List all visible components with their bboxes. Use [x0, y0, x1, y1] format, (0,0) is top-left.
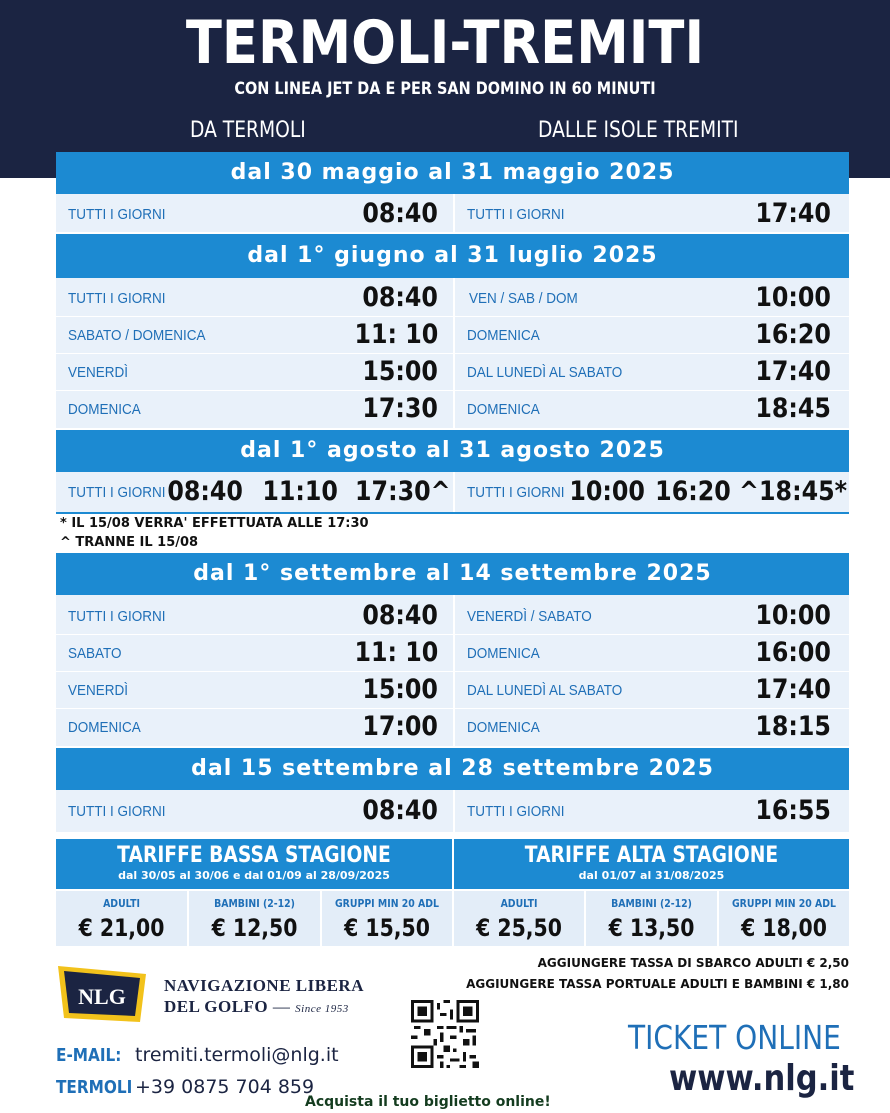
departure-time: 17:30	[362, 393, 438, 424]
schedule-row	[56, 392, 849, 428]
day-label: TUTTI I GIORNI	[68, 608, 166, 625]
nlg-flag-logo	[56, 962, 150, 1026]
day-label: VENERDÌ / SABATO	[467, 608, 592, 625]
departure-time: 16:55	[755, 795, 831, 826]
day-label: DOMENICA	[467, 327, 540, 344]
page-subtitle: CON LINEA JET DA E PER SAN DOMINO IN 60 MINUTI	[234, 79, 656, 99]
qr-code[interactable]	[411, 1000, 479, 1068]
schedule-row	[56, 710, 849, 746]
website-link[interactable]: www.nlg.it	[669, 1058, 855, 1099]
departure-time: 18:15	[755, 711, 831, 742]
day-label: DAL LUNEDÌ AL SABATO	[467, 682, 623, 699]
day-label: TUTTI I GIORNI	[68, 206, 166, 223]
schedule-row	[56, 318, 849, 354]
day-label: SABATO	[68, 645, 122, 662]
departure-time: 11: 10	[354, 319, 438, 350]
day-label: SABATO / DOMENICA	[68, 327, 206, 344]
price-cell	[454, 891, 584, 946]
price-value: € 12,50	[211, 914, 298, 942]
price-value: € 21,00	[78, 914, 165, 942]
tariff-low-dates: dal 30/05 al 30/06 e dal 01/09 al 28/09/2025	[118, 869, 390, 882]
departure-time: 10:00	[755, 600, 831, 631]
price-value: € 13,50	[608, 914, 695, 942]
schedule-row	[56, 474, 849, 510]
footnote: * IL 15/08 VERRA' EFFETTUATA ALLE 17:30	[60, 516, 369, 531]
schedule-row	[56, 793, 849, 829]
landing-tax-note: AGGIUNGERE TASSA DI SBARCO ADULTI € 2,50	[537, 956, 849, 970]
period-title: dal 15 settembre al 28 settembre 2025	[56, 748, 849, 790]
departure-time: 16:20	[755, 319, 831, 350]
brand-name-line1: NAVIGAZIONE LIBERA	[164, 976, 364, 995]
buy-online-cta: Acquista il tuo biglietto online!	[305, 1094, 551, 1110]
departure-time: 16:00	[755, 637, 831, 668]
email-link[interactable]: tremiti.termoli@nlg.it	[135, 1044, 339, 1066]
departure-time: 17:40	[755, 356, 831, 387]
day-label: DOMENICA	[467, 719, 540, 736]
period-title: dal 1° giugno al 31 luglio 2025	[56, 234, 849, 278]
column-heading-left: DA TERMOLI	[190, 118, 306, 143]
ticket-online-label: TICKET ONLINE	[628, 1018, 841, 1057]
departure-time: 08:40	[362, 198, 438, 229]
price-cell	[322, 891, 452, 946]
departure-time: 10:00	[569, 476, 645, 507]
day-label: VENERDÌ	[68, 364, 129, 381]
price-label: GRUPPI MIN 20 ADL	[335, 897, 439, 910]
price-value: € 18,00	[741, 914, 827, 942]
price-cell	[719, 891, 849, 946]
departure-time: 15:00	[362, 674, 438, 705]
period-title: dal 30 maggio al 31 maggio 2025	[56, 152, 849, 194]
schedule-row	[56, 355, 849, 391]
schedule-row	[56, 636, 849, 672]
day-label: DOMENICA	[68, 719, 141, 736]
departure-time: 11:10	[262, 476, 338, 507]
brand-name-line2: DEL GOLFO — Since 1953	[164, 997, 349, 1016]
day-label: TUTTI I GIORNI	[467, 206, 565, 223]
price-cell	[56, 891, 187, 946]
departure-time: 16:20 ^	[655, 476, 759, 507]
departure-time: 08:40	[167, 476, 243, 507]
departure-time: 17:40	[755, 674, 831, 705]
day-label: VEN / SAB / DOM	[469, 290, 578, 307]
departure-time: 10:00	[755, 282, 831, 313]
departure-time: 17:30^	[355, 476, 451, 507]
schedule-row	[56, 281, 849, 317]
row-divider	[56, 512, 849, 514]
price-label: ADULTI	[103, 897, 140, 910]
logo-text: NLG	[78, 984, 126, 1009]
departure-time: 18:45*	[758, 476, 847, 507]
footnote: ^ TRANNE IL 15/08	[60, 535, 199, 550]
email-label: E-MAIL:	[56, 1045, 122, 1066]
schedule-row	[56, 599, 849, 635]
price-cell	[586, 891, 717, 946]
tariff-high-header	[454, 839, 849, 889]
phone-label: TERMOLI	[56, 1077, 133, 1098]
price-label: BAMBINI (2-12)	[611, 897, 692, 910]
tariff-low-header	[56, 839, 452, 889]
since-label: Since 1953	[295, 1003, 349, 1015]
departure-time: 18:45	[755, 393, 831, 424]
page-title: TERMOLI-TREMITI	[185, 8, 705, 78]
departure-time: 15:00	[362, 356, 438, 387]
price-value: € 25,50	[476, 914, 562, 942]
tariff-high-dates: dal 01/07 al 31/08/2025	[578, 869, 725, 882]
column-divider	[453, 194, 455, 232]
period-title: dal 1° agosto al 31 agosto 2025	[56, 430, 849, 472]
departure-time: 11: 10	[354, 637, 438, 668]
tariff-low-title: TARIFFE BASSA STAGIONE	[117, 843, 391, 868]
day-label: VENERDÌ	[68, 682, 129, 699]
schedule-row	[56, 673, 849, 709]
price-cell	[189, 891, 320, 946]
price-value: € 15,50	[344, 914, 430, 942]
price-label: BAMBINI (2-12)	[214, 897, 295, 910]
departure-time: 17:40	[755, 198, 831, 229]
price-label: ADULTI	[500, 897, 538, 910]
departure-time: 17:00	[362, 711, 438, 742]
port-tax-note: AGGIUNGERE TASSA PORTUALE ADULTI E BAMBINI € 1,80	[466, 977, 849, 991]
departure-time: 08:40	[362, 795, 438, 826]
day-label: DOMENICA	[467, 645, 540, 662]
day-label: TUTTI I GIORNI	[467, 803, 565, 820]
day-label: DOMENICA	[467, 401, 540, 418]
day-label: DOMENICA	[68, 401, 141, 418]
price-label: GRUPPI MIN 20 ADL	[732, 897, 836, 910]
phone-number[interactable]: +39 0875 704 859	[135, 1076, 315, 1098]
column-heading-right: DALLE ISOLE TREMITI	[538, 118, 739, 143]
day-label: TUTTI I GIORNI	[68, 290, 166, 307]
departure-time: 08:40	[362, 600, 438, 631]
departure-time: 08:40	[362, 282, 438, 313]
day-label: TUTTI I GIORNI	[68, 803, 166, 820]
day-label: DAL LUNEDÌ AL SABATO	[467, 364, 623, 381]
tariff-high-title: TARIFFE ALTA STAGIONE	[524, 843, 779, 868]
day-label: TUTTI I GIORNI	[68, 484, 166, 501]
period-title: dal 1° settembre al 14 settembre 2025	[56, 553, 849, 595]
day-label: TUTTI I GIORNI	[467, 484, 565, 501]
